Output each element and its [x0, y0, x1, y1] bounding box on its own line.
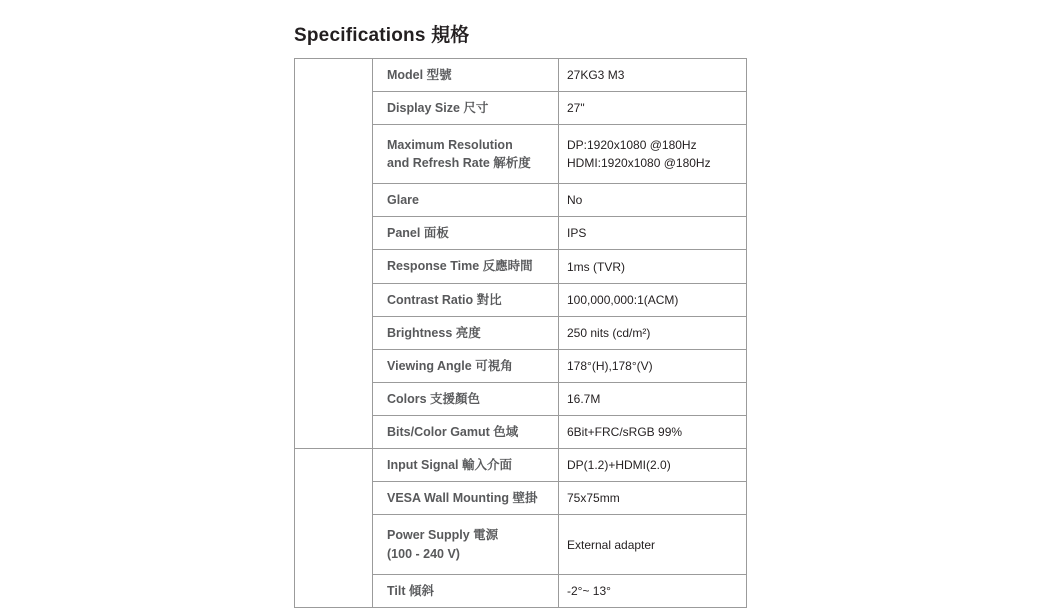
spec-value: 27KG3 M3	[559, 58, 747, 91]
spec-value	[559, 124, 747, 183]
spec-label: Brightness 亮度	[373, 316, 559, 349]
spec-value: -2°~ 13°	[559, 574, 747, 607]
spec-value-line1: DP:1920x1080 @180Hz	[567, 138, 697, 153]
spec-label: Bits/Color Gamut 色域	[373, 416, 559, 449]
page-title: Specifications 規格	[294, 25, 470, 46]
spec-value: IPS	[559, 217, 747, 250]
spec-label: Tilt 傾斜	[373, 574, 559, 607]
spec-value: 75x75mm	[559, 482, 747, 515]
spec-label-line2: and Refresh Rate 解析度	[387, 156, 531, 171]
spec-label-line1: Maximum Resolution	[387, 137, 513, 152]
spec-label: Viewing Angle 可視角	[373, 349, 559, 382]
spec-value: No	[559, 184, 747, 217]
specifications-sheet	[294, 24, 746, 608]
spec-value-line2: HDMI:1920x1080 @180Hz	[567, 156, 711, 171]
spec-label-line2: (100 - 240 V)	[387, 546, 460, 561]
spec-value: 250 nits (cd/m²)	[559, 316, 747, 349]
spec-label: Glare	[373, 184, 559, 217]
spec-value: 100,000,000:1(ACM)	[559, 283, 747, 316]
group-cell-system: System	[295, 449, 373, 608]
spec-label: Model 型號	[373, 58, 559, 91]
spec-label	[373, 515, 559, 574]
spec-label: Contrast Ratio 對比	[373, 283, 559, 316]
spec-value: 16.7M	[559, 382, 747, 415]
spec-label-line1: Power Supply 電源	[387, 528, 499, 543]
group-cell-panel: Panel	[295, 58, 373, 449]
spec-value: 1ms (TVR)	[559, 250, 747, 283]
spec-value: DP(1.2)+HDMI(2.0)	[559, 449, 747, 482]
spec-label	[373, 124, 559, 183]
spec-label: Colors 支援顏色	[373, 382, 559, 415]
spec-value: External adapter	[559, 515, 747, 574]
spec-label: Input Signal 輸入介面	[373, 449, 559, 482]
spec-label: Response Time 反應時間	[373, 250, 559, 283]
specifications-table	[294, 58, 747, 608]
spec-label: Panel 面板	[373, 217, 559, 250]
table-row	[295, 449, 747, 482]
spec-value: 27"	[559, 91, 747, 124]
spec-value: 178°(H),178°(V)	[559, 349, 747, 382]
spec-label: Display Size 尺寸	[373, 91, 559, 124]
table-row	[295, 58, 747, 91]
spec-label: VESA Wall Mounting 壁掛	[373, 482, 559, 515]
spec-value: 6Bit+FRC/sRGB 99%	[559, 416, 747, 449]
